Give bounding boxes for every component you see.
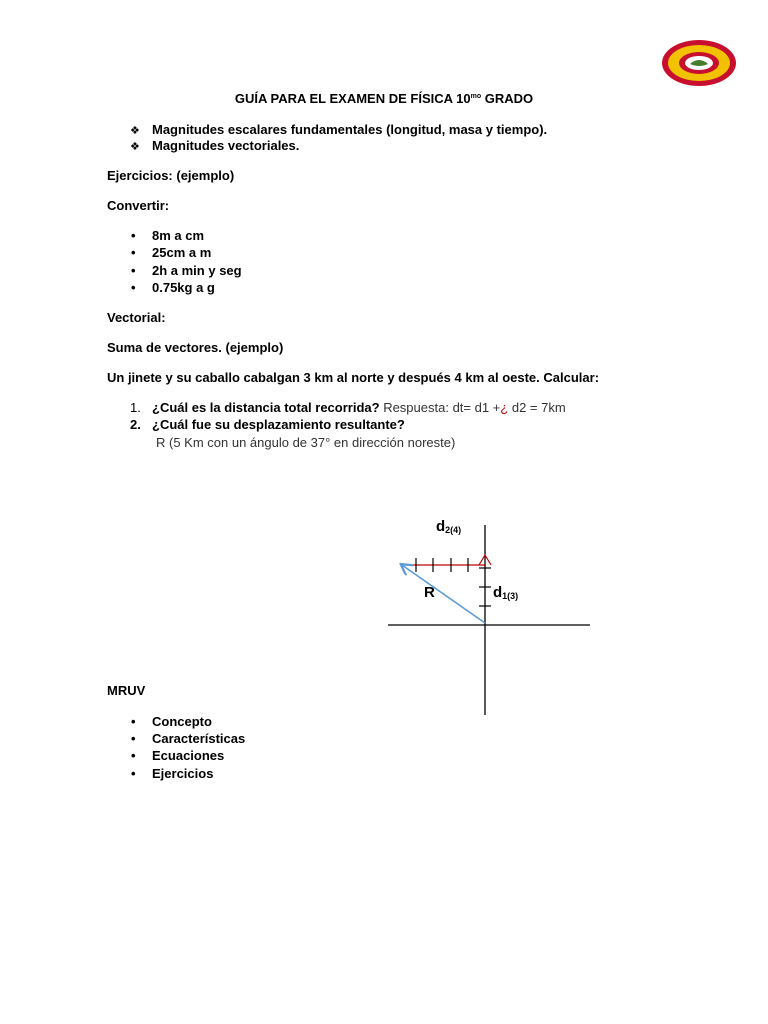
bullet-icon: •	[131, 263, 136, 278]
bullet-icon: •	[131, 714, 136, 729]
resultant-vector	[402, 565, 485, 623]
vectorial-heading: Vectorial:	[107, 310, 166, 325]
answer-text: Respuesta: dt= d1 +	[379, 400, 501, 415]
diamond-bullet-icon: ❖	[130, 141, 140, 153]
bullet-icon: •	[131, 748, 136, 763]
convert-item: 0.75kg a g	[152, 280, 215, 295]
question-number: 1.	[130, 400, 141, 415]
convert-item: 8m a cm	[152, 228, 205, 243]
topic-item: Magnitudes vectoriales.	[152, 138, 300, 153]
bullet-icon: •	[131, 766, 136, 781]
mruv-item: Concepto	[152, 714, 212, 729]
school-logo-seal	[660, 38, 738, 88]
convert-item: 2h a min y seg	[152, 263, 242, 278]
convert-heading: Convertir:	[107, 198, 170, 213]
answer-glyph: ¿	[500, 400, 509, 415]
r-label: R	[424, 584, 435, 601]
mruv-item: Ejercicios	[152, 766, 214, 781]
answer-text: d2 = 7km	[508, 400, 566, 415]
problem-statement: Un jinete y su caballo cabalgan 3 km al norte y después 4 km al oeste. Calcular:	[107, 370, 600, 385]
question-number: 2.	[130, 417, 141, 432]
bullet-icon: •	[131, 245, 136, 260]
convert-item: 25cm a m	[152, 245, 212, 260]
mruv-item: Características	[152, 731, 246, 746]
answer-text: R (5 Km con un ángulo de 37° en dirección noreste)	[156, 435, 456, 450]
bullet-icon: •	[131, 228, 136, 243]
d2-label: $d_{2(4)}$	[436, 518, 462, 535]
question-text: ¿Cuál es la distancia total recorrida?	[152, 400, 380, 415]
mruv-heading: MRUV	[107, 683, 146, 698]
vector-sum-heading: Suma de vectores. (ejemplo)	[107, 340, 284, 355]
bullet-icon: •	[131, 280, 136, 295]
exercises-heading: Ejercicios: (ejemplo)	[107, 168, 235, 183]
page-title: GUÍA PARA EL EXAMEN DE FÍSICA $10^{mo}$ GRADO	[234, 91, 534, 106]
diamond-bullet-icon: ❖	[130, 125, 140, 137]
vector-diagram	[380, 515, 600, 725]
mruv-item: Ecuaciones	[152, 748, 225, 763]
question-2: ¿Cuál fue su desplazamiento resultante?	[152, 417, 405, 432]
bullet-icon: •	[131, 731, 136, 746]
d1-label: $d_{1(3)}$	[493, 584, 519, 601]
question-1	[152, 400, 566, 415]
topic-item: Magnitudes escalares fundamentales (longitud, masa y tiempo).	[152, 122, 548, 137]
